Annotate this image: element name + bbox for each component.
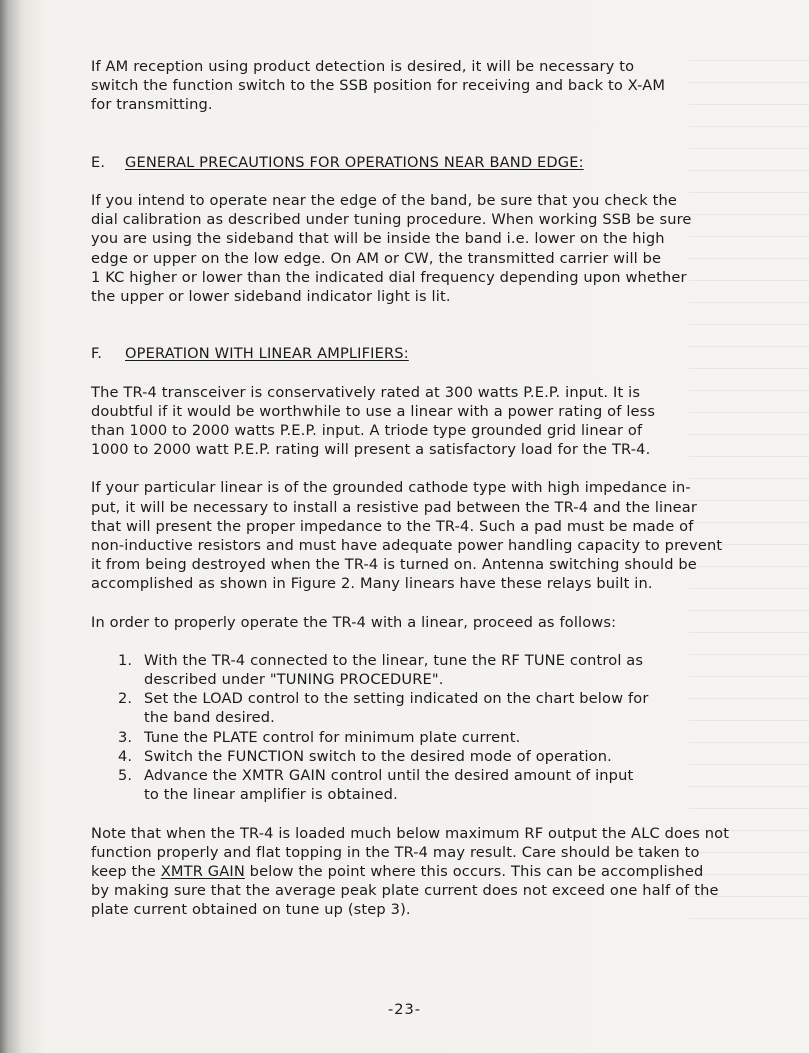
spacer	[91, 306, 781, 325]
section-f-title: OPERATION WITH LINEAR AMPLIFIERS:	[125, 345, 409, 363]
step-number: 1.	[118, 651, 133, 669]
step-number: 2.	[118, 690, 133, 708]
page-content	[91, 57, 781, 920]
step-item	[118, 728, 781, 747]
step-number: 4.	[118, 747, 133, 765]
step-text: With the TR-4 connected to the linear, tune the RF TUNE control as described under "TUNING PROCEDURE".	[144, 651, 644, 689]
spacer	[91, 594, 781, 613]
step-text: Set the LOAD control to the setting indicated on the chart below for the band desired.	[144, 690, 649, 727]
intro-paragraph: If AM reception using product detection is desired, it will be necessary to switch the function switch to the SSB position for receiving and back to X-AM for transmitting.	[91, 58, 666, 114]
section-e-body: If you intend to operate near the edge of the band, be sure that you check the dial calibration as described under tuning procedure. When working SSB be sure you are using the sideband that will be inside the band i.e. lower on the high edge or upper on the low edge. On AM or CW, the transmitted carrier will be 1 KC higher or lower than the indicated dial frequency depending upon whether the upper or lower sideband indicator light is lit.	[91, 192, 692, 306]
step-item	[118, 766, 781, 804]
page-number: -23-	[387, 1001, 422, 1018]
section-e-heading	[91, 134, 781, 172]
section-f-paragraph-2: If your particular linear is of the grounded cathode type with high impedance in- put, it will be necessary to install a resistive pad between the TR-4 and the linear that will present the proper impedance to the TR-4. Such a pad must be made of non-inductive resistors and must have adequate power handling capacity to prevent it from being destroyed when the TR-4 is turned on. Antenna switching should be accomplished as shown in Figure 2. Many linears have these relays built in.	[91, 479, 723, 593]
spacer	[91, 172, 781, 191]
section-e-title: GENERAL PRECAUTIONS FOR OPERATIONS NEAR BAND EDGE:	[125, 153, 584, 171]
step-item	[118, 651, 781, 689]
note-text-before: Note that when the TR-4 is loaded much below maximum RF output the ALC does not function properly and flat topping in the TR-4 may result. Care should be taken to keep the	[91, 824, 730, 880]
note-text-after: below the point where this occurs. This can be accomplished by making sure that the average peak plate current does not exceed one half of the plate current obtained on tune up (step 3).	[91, 862, 719, 919]
note-underlined-term: XMTR GAIN	[160, 862, 245, 880]
note-paragraph	[91, 824, 781, 920]
spacer	[91, 115, 781, 134]
section-f-letter: F.	[91, 345, 102, 363]
step-text: Advance the XMTR GAIN control until the desired amount of input to the linear amplifier is obtained.	[144, 767, 634, 804]
step-text: Tune the PLATE control for minimum plate current.	[144, 728, 521, 746]
step-item	[118, 747, 781, 766]
step-item	[118, 689, 781, 727]
procedure-steps	[91, 651, 781, 805]
step-number: 3.	[118, 728, 133, 746]
section-f-paragraph-3: In order to properly operate the TR-4 with a linear, proceed as follows:	[91, 613, 617, 631]
spacer	[91, 364, 781, 383]
section-f-heading	[91, 325, 781, 363]
step-number: 5.	[118, 767, 133, 785]
section-f-paragraph-1: The TR-4 transceiver is conservatively rated at 300 watts P.E.P. input. It is doubtful if it would be worthwhile to use a linear with a power rating of less than 1000 to 2000 watts P.E.P. input. A triode type grounded grid linear of 1000 to 2000 watt P.E.P. rating will present a satisfactory load for the TR-4.	[91, 383, 656, 459]
section-e-letter: E.	[91, 153, 106, 171]
spacer	[91, 459, 781, 478]
spacer	[91, 632, 781, 651]
spacer	[91, 805, 781, 824]
step-text: Switch the FUNCTION switch to the desired mode of operation.	[144, 747, 612, 765]
